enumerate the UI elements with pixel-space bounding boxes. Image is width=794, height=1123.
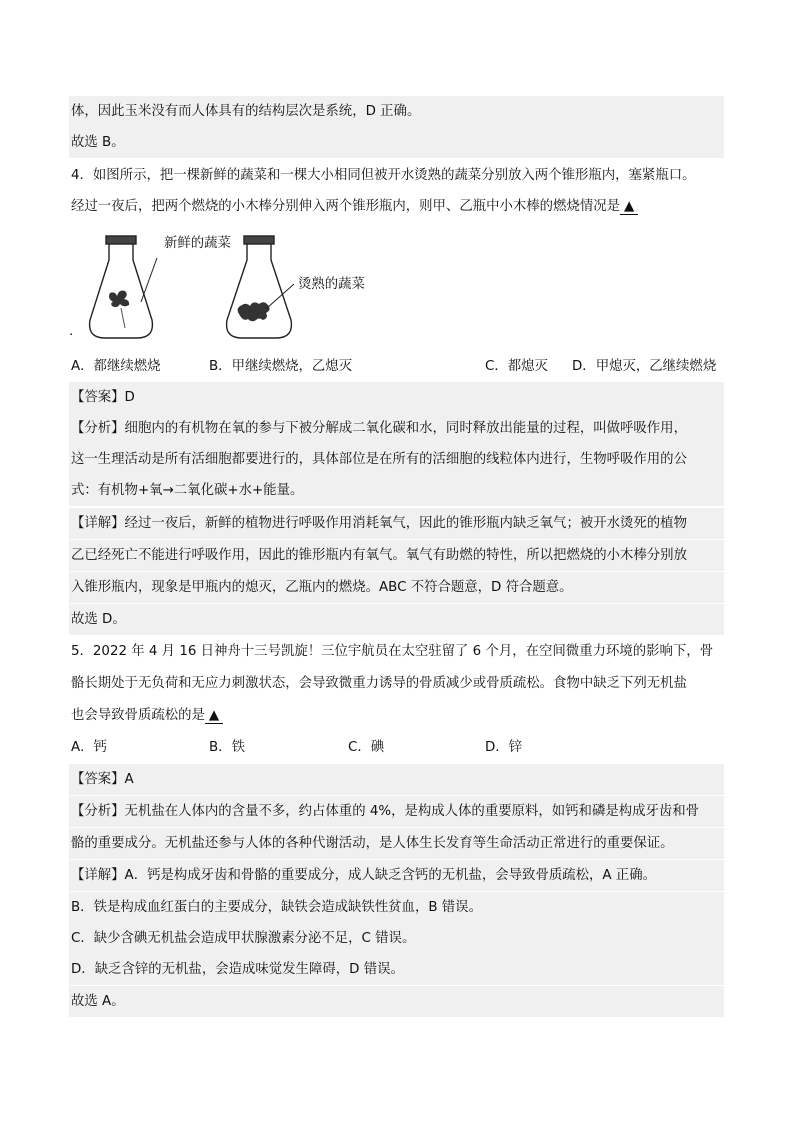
analysis-text: 【分析】细胞内的有机物在氧的参与下被分解成二氧化碳和水，同时释放出能量的过程，叫做呼吸作用，	[71, 421, 687, 436]
question-text: 经过一夜后，把两个燃烧的小木棒分别伸入两个锥形瓶内，则甲、乙瓶中小木棒的燃烧情况是	[71, 199, 621, 214]
detail-line	[69, 540, 724, 571]
option-d: D．锌	[485, 740, 523, 755]
option-c: C．碘	[348, 740, 385, 755]
analysis-line	[69, 796, 724, 827]
analysis-text: 这一生理活动是所有活细胞都要进行的，具体部位是在所有的活细胞的线粒体内进行，生物呼吸作用的公	[71, 452, 687, 467]
text-line	[69, 96, 724, 127]
answer-selection: 故选 B。	[71, 135, 125, 150]
analysis-line	[69, 444, 724, 475]
answer-text: 【答案】A	[71, 772, 134, 787]
analysis-text: 骼的重要成分。无机盐还参与人体的各种代谢活动，是人体生长发育等生命活动正常进行的重要保证。	[71, 836, 674, 851]
detail-text: 【详解】经过一夜后，新鲜的植物进行呼吸作用消耗氧气，因此的锥形瓶内缺乏氧气；被开水烫死的植物	[71, 516, 687, 531]
selection-line	[69, 986, 724, 1017]
triangle-mark: ▲	[624, 199, 635, 214]
detail-text: 入锥形瓶内，现象是甲瓶内的熄灭，乙瓶内的燃烧。ABC 不符合题意，D 符合题意。	[71, 580, 573, 595]
analysis-line	[69, 475, 724, 506]
detail-line	[69, 923, 724, 954]
question-4-options	[69, 351, 724, 382]
pointer-line-fresh	[141, 258, 157, 302]
answer-selection: 故选 D。	[71, 612, 126, 627]
answer-line	[69, 382, 724, 413]
answer-line	[69, 764, 724, 795]
question-4-line-1	[69, 160, 724, 191]
flask-cooked	[227, 236, 292, 338]
detail-text: D．缺乏含锌的无机盐，会造成味觉发生障碍，D 错误。	[71, 962, 404, 977]
question-4-line-2	[69, 191, 724, 222]
answer-selection: 故选 A。	[71, 994, 125, 1009]
option-a: A．钙	[71, 740, 107, 755]
selection-line	[69, 604, 724, 635]
analysis-line	[69, 413, 724, 444]
option-d: D．甲熄灭，乙继续燃烧	[572, 359, 717, 374]
question-text: 5．2022 年 4 月 16 日神舟十三号凯旋！三位宇航员在太空驻留了 6 个月，在空间微重力环境的影响下，骨	[71, 644, 714, 659]
option-b: B．甲继续燃烧，乙熄灭	[209, 359, 353, 374]
option-c: C．都熄灭	[485, 359, 548, 374]
detail-text: B．铁是构成血红蛋白的主要成分，缺铁会造成缺铁性贫血，B 错误。	[71, 900, 482, 915]
question-text: 4．如图所示，把一棵新鲜的蔬菜和一棵大小相同但被开水烫熟的蔬菜分别放入两个锥形瓶内，塞紧瓶口。	[71, 168, 696, 183]
text-line	[69, 127, 724, 158]
detail-line	[69, 508, 724, 539]
plant-fresh-icon	[109, 291, 129, 328]
option-b: B．铁	[209, 740, 245, 755]
answer-blank	[620, 200, 638, 215]
corner-mark: ·	[69, 328, 74, 343]
detail-text: C．缺少含碘无机盐会造成甲状腺激素分泌不足，C 错误。	[71, 931, 416, 946]
answer-text: 【答案】D	[71, 390, 135, 405]
detail-line	[69, 860, 724, 891]
question-text: 骼长期处于无负荷和无应力刺激状态，会导致微重力诱导的骨质减少或骨质疏松。食物中缺乏下列无机盐	[71, 676, 687, 691]
question-5-line-3	[69, 700, 724, 731]
paragraph-text: 体，因此玉米没有而人体具有的结构层次是系统，D 正确。	[71, 104, 421, 119]
detail-line	[69, 892, 724, 923]
detail-line	[69, 572, 724, 603]
detail-line	[69, 954, 724, 985]
stopper-right	[244, 236, 274, 244]
flask-right-body	[227, 244, 292, 338]
stopper-left	[106, 236, 136, 244]
answer-blank	[205, 709, 223, 724]
analysis-text: 【分析】无机盐在人体内的含量不多，约占体重的 4%，是构成人体的重要原料，如钙和磷是构成牙齿和骨	[71, 804, 700, 819]
plant-cooked-icon	[238, 302, 270, 321]
option-a: A．都继续燃烧	[71, 359, 161, 374]
flask-figure	[69, 232, 724, 350]
question-5-line-1	[69, 636, 724, 667]
detail-text: 乙已经死亡不能进行呼吸作用，因此的锥形瓶内有氧气。氧气有助燃的特性，所以把燃烧的小木棒分别放	[71, 548, 687, 563]
detail-text: 【详解】A．钙是构成牙齿和骨骼的重要成分，成人缺乏含钙的无机盐，会导致骨质疏松，A 正确。	[71, 868, 656, 883]
label-cooked-vegetable: 烫熟的蔬菜	[298, 277, 365, 292]
analysis-line	[69, 828, 724, 859]
flask-fresh	[90, 236, 153, 338]
question-text: 也会导致骨质疏松的是	[71, 708, 205, 723]
analysis-text: 式：有机物+氧→二氧化碳+水+能量。	[71, 483, 304, 498]
question-5-line-2	[69, 668, 724, 699]
label-fresh-vegetable: 新鲜的蔬菜	[164, 236, 231, 251]
triangle-mark: ▲	[208, 708, 220, 723]
question-5-options	[69, 732, 724, 763]
